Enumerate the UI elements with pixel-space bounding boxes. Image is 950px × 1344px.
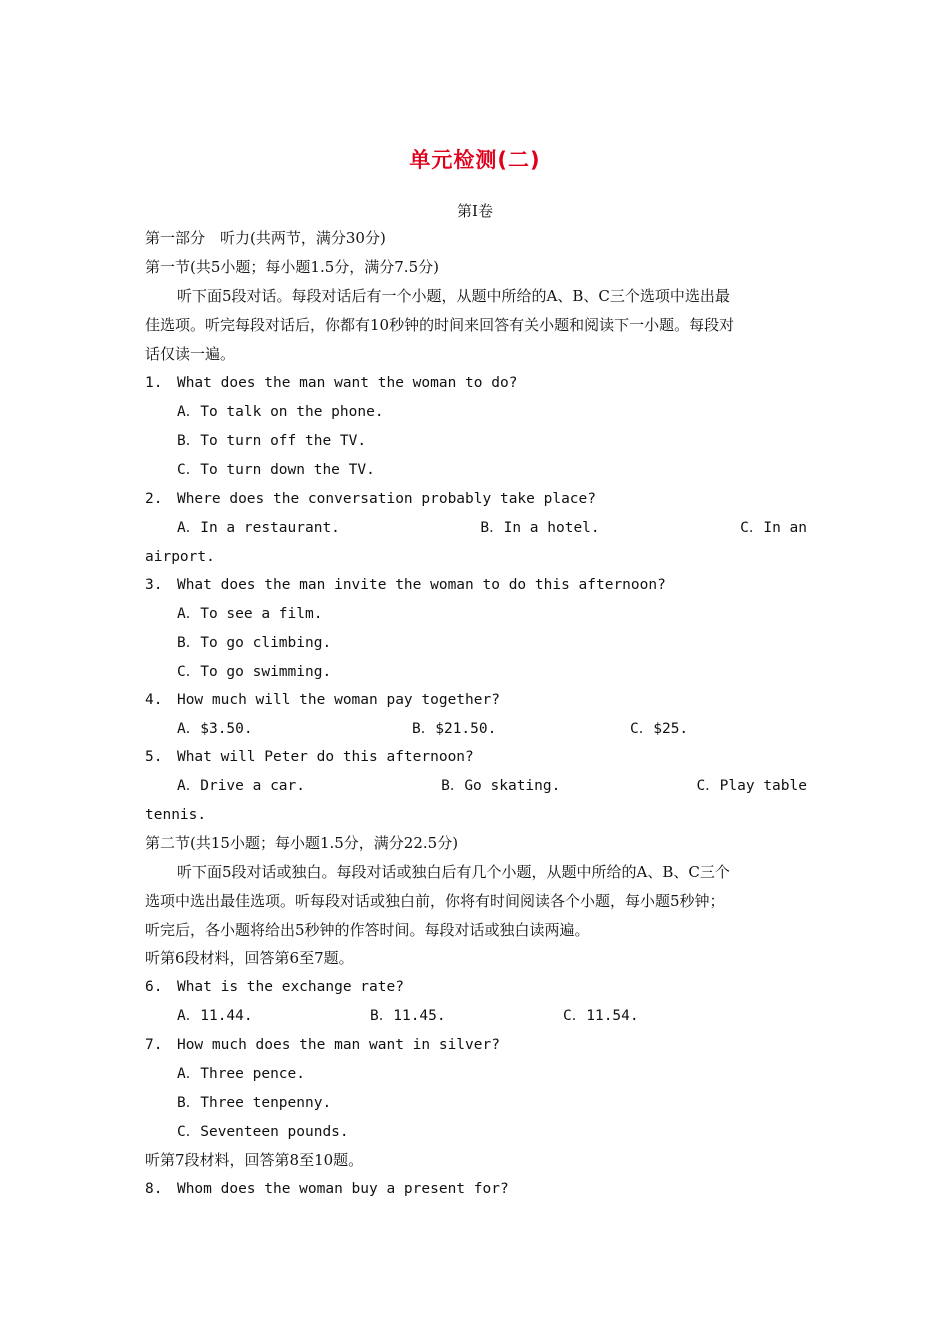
q6-option-b: B．11.45. — [370, 1008, 446, 1024]
q1-option-b: B．To turn off the TV. — [177, 433, 367, 449]
q7-option-c: C．Seventeen pounds. — [177, 1124, 349, 1140]
q6-option-c: C．11.54. — [563, 1008, 639, 1024]
q2-option-c-cont: airport. — [145, 549, 215, 565]
q7-stem: 7. How much does the man want in silver? — [145, 1037, 500, 1053]
q3-option-a: A．To see a film. — [177, 606, 323, 622]
q5-stem: 5. What will Peter do this afternoon? — [145, 749, 474, 765]
q4-options — [177, 719, 839, 739]
q6-stem: 6. What is the exchange rate? — [145, 979, 404, 995]
q5-options — [177, 776, 807, 796]
q5-option-c: C．Play table — [696, 778, 807, 794]
section1-instruction-2: 佳选项。听完每段对话后，你都有10秒钟的时间来回答有关小题和阅读下一小题。每段对 — [145, 316, 735, 334]
q8-stem: 8. Whom does the woman buy a present for? — [145, 1181, 509, 1197]
section1-instruction-3: 话仅读一遍。 — [145, 345, 236, 363]
material-7-note: 听第7段材料，回答第8至10题。 — [145, 1151, 364, 1169]
q1-option-a: A．To talk on the phone. — [177, 404, 384, 420]
q1-option-c: C．To turn down the TV. — [177, 462, 375, 478]
section2-instruction-1: 听下面5段对话或独白。每段对话或独白后有几个小题，从题中所给的A、B、C三个 — [177, 863, 730, 881]
part-heading: 第一部分 听力(共两节，满分30分) — [145, 229, 386, 247]
q5-option-b: B．Go skating. — [441, 778, 561, 794]
q7-option-b: B．Three tenpenny. — [177, 1095, 332, 1111]
q2-options — [177, 518, 807, 538]
section2-instruction-3: 听完后，各小题将给出5秒钟的作答时间。每段对话或独白读两遍。 — [145, 921, 590, 939]
q4-stem: 4. How much will the woman pay together? — [145, 692, 500, 708]
q2-option-a: A．In a restaurant. — [177, 520, 340, 536]
q4-option-a: A．$3.50. — [177, 721, 253, 737]
section2-instruction-2: 选项中选出最佳选项。听每段对话或独白前，你将有时间阅读各个小题，每小题5秒钟； — [145, 892, 725, 910]
q3-option-c: C．To go swimming. — [177, 664, 332, 680]
section2-heading: 第二节(共15小题；每小题1.5分，满分22.5分) — [145, 834, 459, 852]
q6-options — [177, 1006, 839, 1026]
volume-heading: 第Ⅰ卷 — [457, 202, 493, 220]
q7-option-a: A．Three pence. — [177, 1066, 305, 1082]
section1-instruction-1: 听下面5段对话。每段对话后有一个小题，从题中所给的A、B、C三个选项中选出最 — [177, 287, 730, 305]
q5-option-c-cont: tennis. — [145, 807, 207, 823]
q2-option-b: B．In a hotel. — [480, 520, 600, 536]
q2-option-c: C．In an — [740, 520, 807, 536]
q3-option-b: B．To go climbing. — [177, 635, 332, 651]
page-title: 单元检测(二) — [409, 148, 541, 172]
q4-option-b: B．$21.50. — [412, 721, 497, 737]
q2-stem: 2. Where does the conversation probably take place? — [145, 491, 596, 507]
q4-option-c: C．$25. — [630, 721, 689, 737]
q1-stem: 1. What does the man want the woman to do? — [145, 375, 518, 391]
q5-option-a: A．Drive a car. — [177, 778, 305, 794]
material-6-note: 听第6段材料，回答第6至7题。 — [145, 949, 354, 967]
q6-option-a: A．11.44. — [177, 1008, 253, 1024]
q3-stem: 3. What does the man invite the woman to do this afternoon? — [145, 577, 666, 593]
section1-heading: 第一节(共5小题；每小题1.5分，满分7.5分) — [145, 258, 439, 276]
